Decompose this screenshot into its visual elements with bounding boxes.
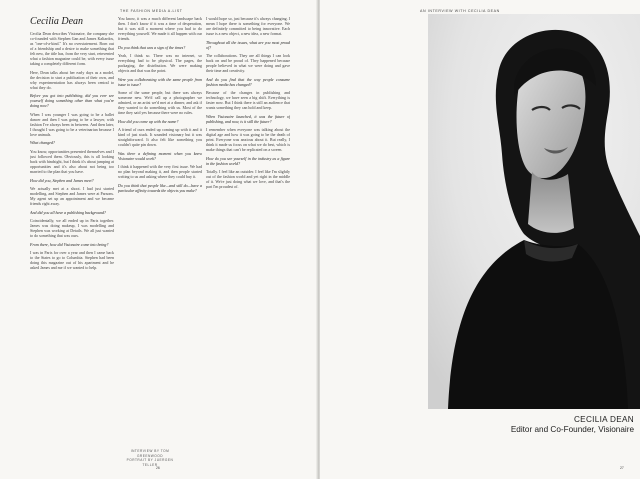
credit-line: INTERVIEW BY TOM GREENWOOD <box>130 449 170 458</box>
interview-question: Were you collaborating with the same people from issue to issue? <box>118 76 202 87</box>
left-page-number: 26 <box>156 466 160 470</box>
interview-answer: Coincidentally, we all ended up in Paris together. James was doing makeup, I was modelling and Stephen was working at Details. We all just wanted to do something that was ours. <box>30 217 114 239</box>
interview-answer: You know, it was a much different landscape back then. I don't know if it was a time of desperation, but it was still a moment where you had to do everything yourself. We made it all happen with our friends. <box>118 16 202 42</box>
interview-question: And do you find that the way people consume fashion media has changed? <box>206 76 290 87</box>
right-page <box>320 0 640 479</box>
interview-question: How did you, Stephen and James meet? <box>30 177 94 183</box>
portrait-photo <box>428 14 640 409</box>
column-1-paragraphs <box>30 31 114 270</box>
article-column-2 <box>118 16 202 456</box>
left-running-head: THE FASHION MEDIA A-LIST <box>120 9 183 13</box>
interview-answer: I would hope so, just because it's always changing. I mean I hope there is something for everyone. We are definitely committed to being innovative. Each issue is a new object, a new idea, a new format. <box>206 16 290 37</box>
interview-answer: I remember when everyone was talking about the digital age and how it was going to be the death of print. Everyone was anxious about it. But really, I think it made us focus on what we do best, which is make things that can't be replicated on a screen. <box>206 127 290 153</box>
interview-question: Do you think that people like—and still do—have a particular affinity towards the objects you make? <box>118 182 202 193</box>
column-3-paragraphs <box>206 16 290 189</box>
interview-question: From there, how did Visionaire come into being? <box>30 241 109 247</box>
interview-answer: The collaborations. They are all things I can look back on and be proud of. They happened because people believed in what we were doing and gave their time and creativity. <box>206 53 290 74</box>
interview-question: How did you come up with the name? <box>118 118 179 124</box>
interview-answer: Cecilia Dean describes Visionaire, the company she co-founded with Stephen Gan and James Kaliardos, as "one-of-a-kind." It's no overstatement. Born out of a friendship and a desire to make something that felt new, the title has, from the very start, reinvented what a fashion magazine could be, with every issue taking a completely different form. <box>30 31 114 67</box>
interview-answer: I think it happened with the very first issue. We had no plan beyond making it, and then people started writing to us and asking where they could buy it. <box>118 164 202 180</box>
interview-answer: Because of the changes in publishing and technology, we have seen a big shift. Everything is faster now. But I think there is still an audience that wants something they can hold and keep. <box>206 90 290 111</box>
interview-question: And did you all have a publishing background? <box>30 209 106 215</box>
interview-answer: When I was younger I was going to be a ballet dancer and then I was going to be a lawyer, with fashion I've always been in between. And then later, I thought I was going to be a veterinarian because I love animals. <box>30 111 114 138</box>
photo-credits <box>120 449 180 467</box>
caption-name: CECILIA DEAN <box>573 415 634 424</box>
interview-answer: A friend of ours ended up coming up with it and it kind of just stuck. It sounded visionary but it was straightforward. It also felt like something you couldn't quite pin down. <box>118 127 202 148</box>
portrait-caption <box>502 415 634 435</box>
interview-answer: I was in Paris for over a year and then I came back to the States to go to Columbia. Stephen had been doing this magazine out of his apartment and he asked James and me if we wanted to help. <box>30 249 114 271</box>
right-running-head: AN INTERVIEW WITH CECILIA DEAN <box>420 9 500 13</box>
interview-answer: Yeah, I think so. There was no internet, so everything had to be physical. The pages, the packaging, the distribution. We were making objects and that was the point. <box>118 53 202 74</box>
column-2-paragraphs <box>118 16 202 193</box>
interview-question: Before you got into publishing, did you ever see yourself doing something other than what you're doing now? <box>30 93 114 109</box>
article-byline: Cecilia Dean <box>30 16 84 27</box>
interview-question: Do you think that was a sign of the times? <box>118 44 186 50</box>
caption-title: Editor and Co-Founder, Visionaire <box>510 425 634 434</box>
credit-line: PORTRAIT BY JUERGEN TELLER <box>126 458 174 467</box>
interview-question: Throughout all the issues, what are you most proud of? <box>206 39 290 50</box>
interview-question: Was there a defining moment when you knew Visionaire would work? <box>118 150 202 161</box>
interview-answer: We actually met at a shoot. I had just started modelling, and Stephen and James were at Parsons. My agent set up an appointment and we became friends right away. <box>30 185 114 207</box>
interview-answer: Here, Dean talks about her early days as a model, the decision to start a publication of their own, and why experimentation has always been central to what they do. <box>30 69 114 90</box>
article-column-3 <box>206 16 290 456</box>
interview-answer: Totally. I feel like an outsider. I feel like I'm slightly out of the fashion world and yet right in the middle of it. We're just doing what we love, and that's the part I'm proudest of. <box>206 169 290 190</box>
right-page-number: 27 <box>620 466 624 470</box>
interview-question: How do you see yourself in the industry as a figure in the fashion world? <box>206 155 290 166</box>
interview-question: What changed? <box>30 140 55 146</box>
interview-answer: You know, opportunities presented themselves and I just followed them. Obviously, this is all looking back with hindsight, but I think it's about jumping at opportunities and it's also about not being too married to the plan that you have. <box>30 148 114 175</box>
article-column-1 <box>30 16 114 456</box>
interview-answer: Some of the same people, but there was always someone new. We'd call up a photographer we admired, or an artist we'd met at a dinner, and ask if they wanted to do something with us. Most of the time they said yes because there were no rules. <box>118 90 202 116</box>
left-page <box>0 0 318 479</box>
interview-question: When Visionaire launched, it was the future of publishing, and now, is it still the future? <box>206 113 290 124</box>
